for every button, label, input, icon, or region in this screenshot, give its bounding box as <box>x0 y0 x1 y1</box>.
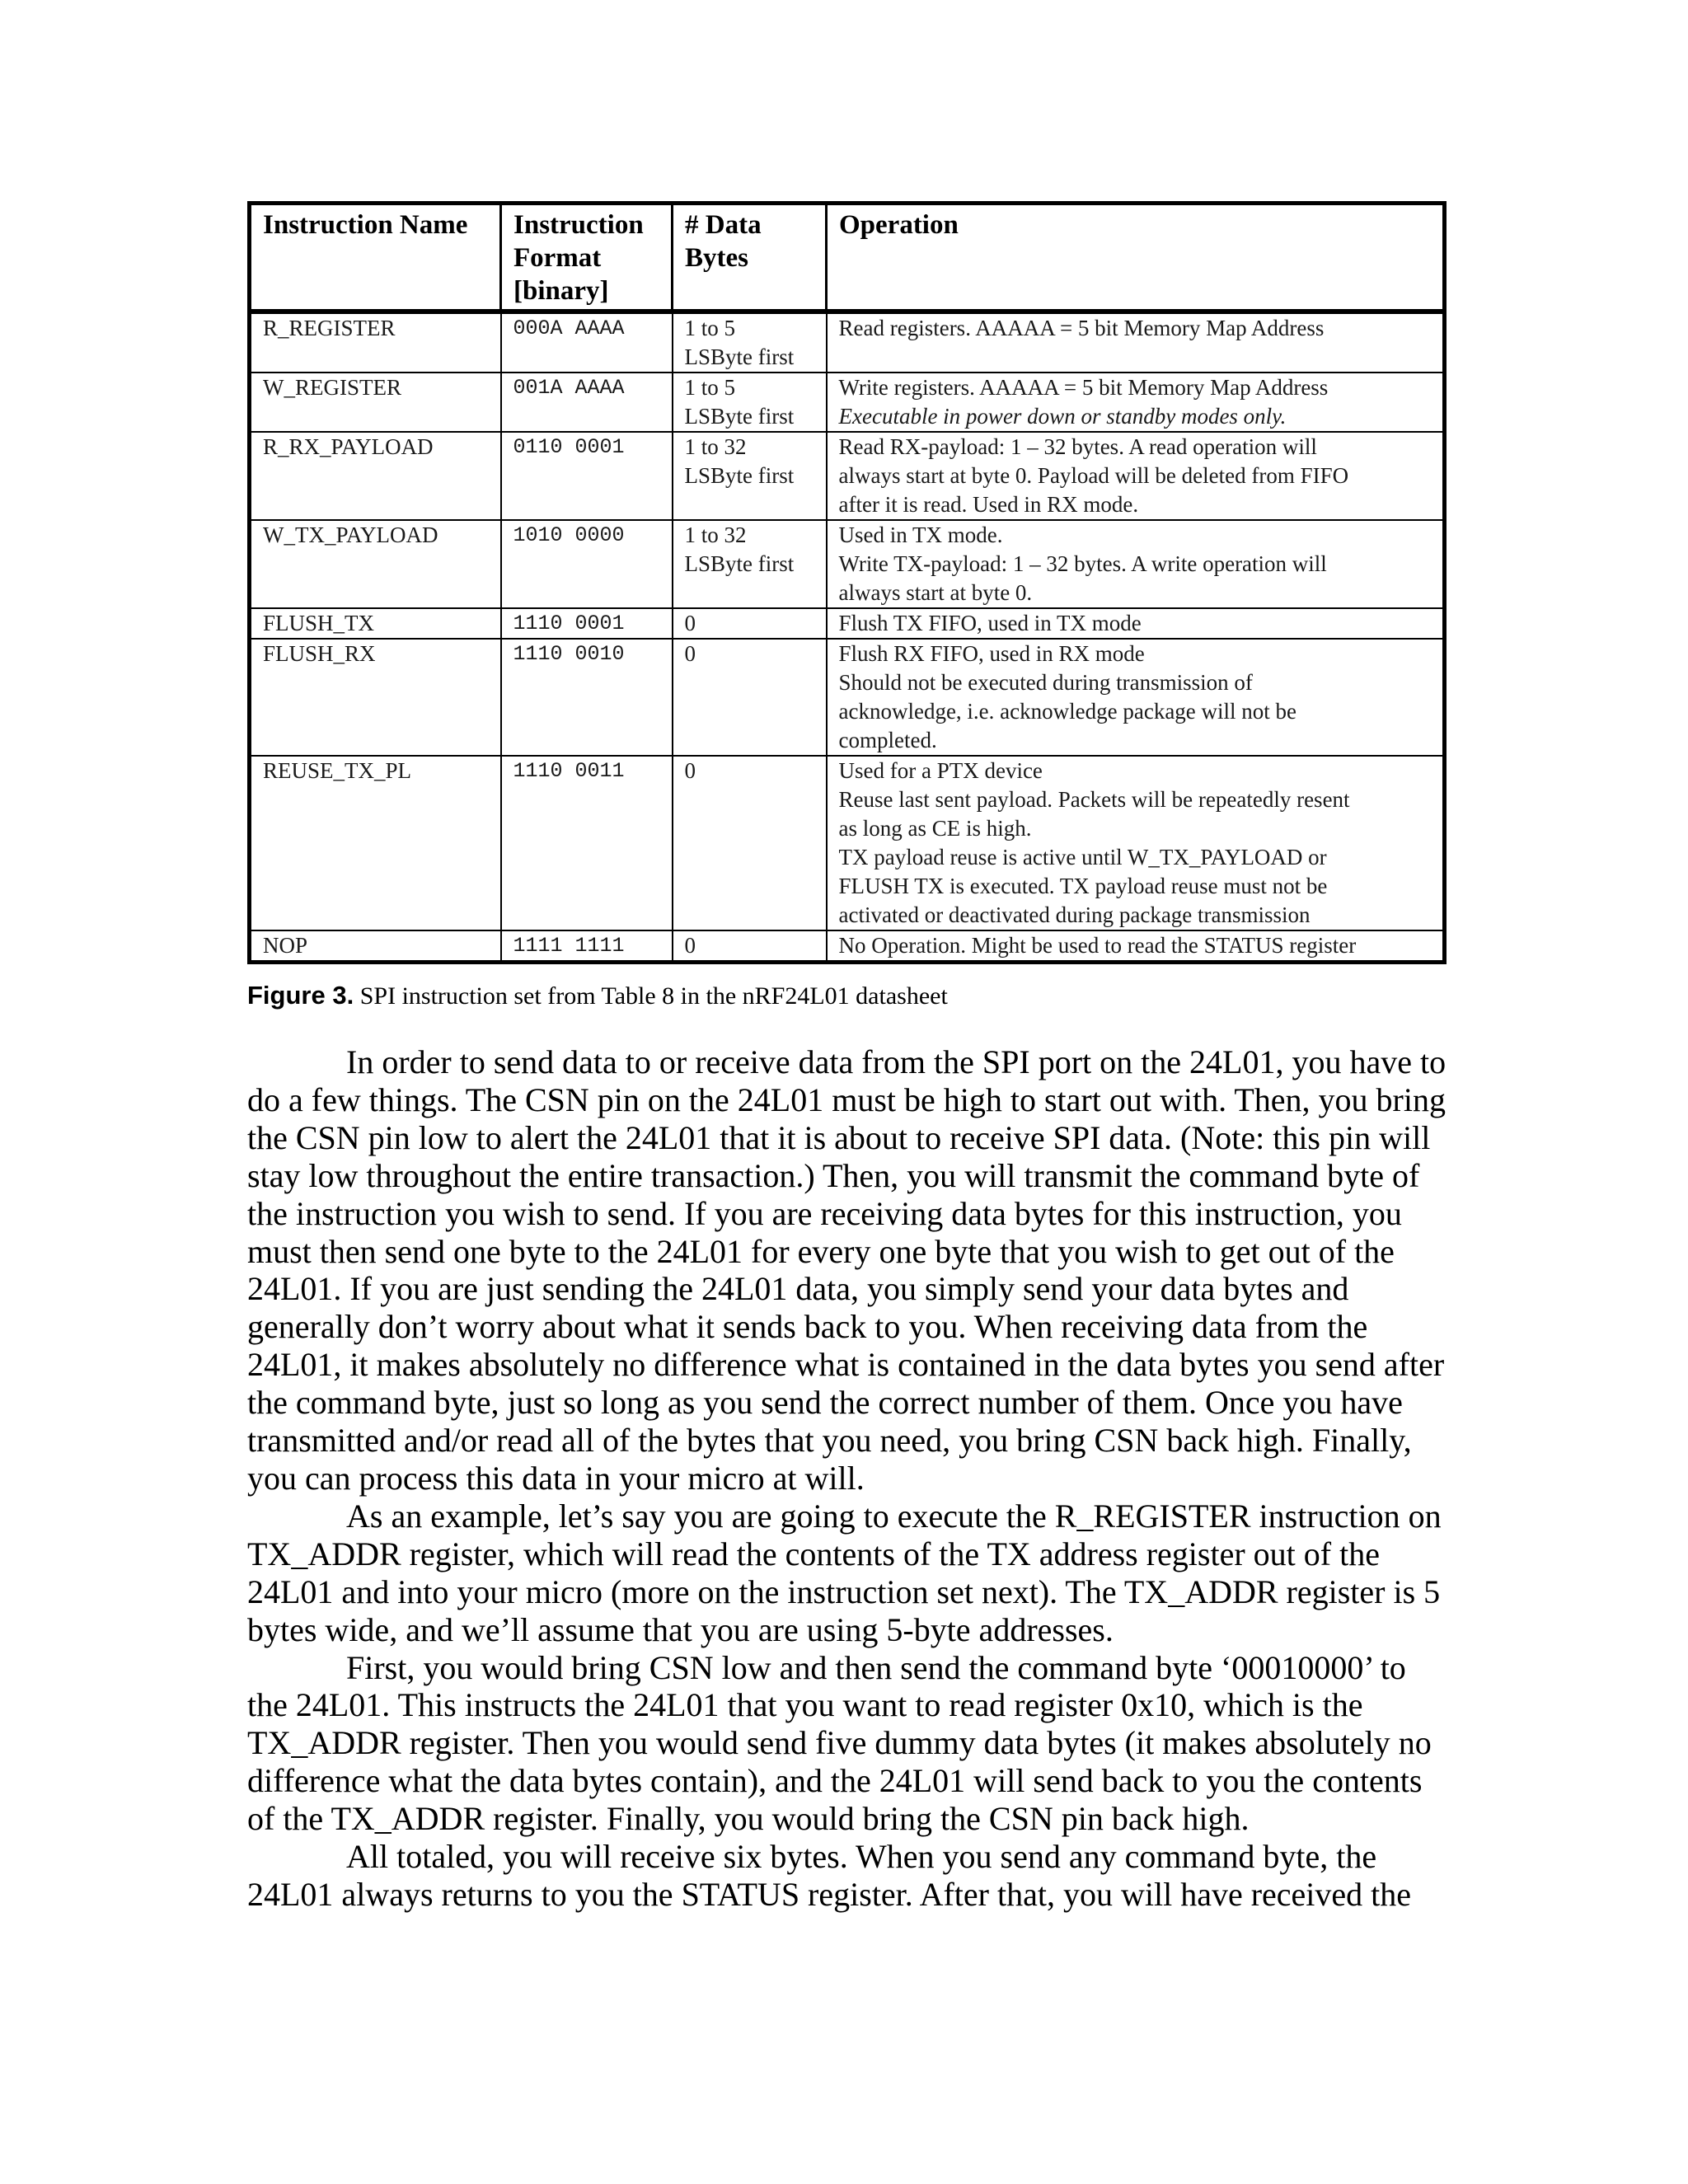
table-row <box>250 639 1445 756</box>
operation-cell <box>827 373 1445 432</box>
paragraph: First, you would bring CSN low and then send the command byte ‘00010000’ to the 24L01. This instructs the 24L01 that you want to read register 0x10, which is the TX_ADDR register. Then you would send five dummy data bytes (it makes absolutely no difference what the data bytes contain), and the 24L01 will send back to you the contents of the TX_ADDR register. Finally, you would bring the CSN pin back high. <box>247 1648 1432 1838</box>
operation-line: Flush TX FIFO, used in TX mode <box>838 611 1142 635</box>
table-row <box>250 373 1445 432</box>
data-bytes-line: 0 <box>684 641 696 666</box>
operation-line: Executable in power down or standby modes only. <box>838 404 1287 429</box>
operation-line: Reuse last sent payload. Packets will be repeatedly resent <box>838 787 1350 812</box>
table-body <box>250 312 1445 963</box>
data-bytes-cell <box>673 756 827 930</box>
data-bytes-cell <box>673 432 827 520</box>
operation-cell <box>827 930 1445 963</box>
paragraph: As an example, let’s say you are going to execute the R_REGISTER instruction on TX_ADDR register, which will read the contents of the TX address register out of the 24L01 and into your micro (more on the instruction set next). The TX_ADDR register is 5 bytes wide, and we’ll assume that you are using 5-byte addresses. <box>247 1497 1442 1648</box>
operation-line: acknowledge, i.e. acknowledge package will not be <box>838 699 1297 724</box>
figure-caption <box>247 981 948 1010</box>
table-row <box>250 930 1445 963</box>
operation-cell <box>827 520 1445 608</box>
operation-cell <box>827 756 1445 930</box>
data-bytes-line: 0 <box>684 758 696 783</box>
operation-line: activated or deactivated during package transmission <box>838 902 1311 927</box>
data-bytes-line: LSByte first <box>684 463 795 488</box>
paragraph: All totaled, you will receive six bytes. When you send any command byte, the 24L01 always returns to you the STATUS register. After that, you will have received the <box>247 1838 1412 1913</box>
instruction-name-cell: R_REGISTER <box>250 312 501 373</box>
cell-line: # Data <box>685 210 762 240</box>
table-header-row <box>250 204 1445 312</box>
instruction-name-cell: W_TX_PAYLOAD <box>250 520 501 608</box>
data-bytes-line: 1 to 5 <box>684 316 736 340</box>
data-bytes-cell <box>673 312 827 373</box>
data-bytes-line: 1 to 32 <box>684 523 747 547</box>
body-text <box>247 1043 1451 1914</box>
instruction-format-cell: 1110 0011 <box>501 756 673 930</box>
operation-line: FLUSH TX is executed. TX payload reuse must not be <box>838 874 1328 898</box>
operation-cell <box>827 432 1445 520</box>
operation-line: Read registers. AAAAA = 5 bit Memory Map Address <box>838 316 1325 340</box>
table-row <box>250 432 1445 520</box>
instruction-format-cell: 1110 0001 <box>501 608 673 639</box>
data-bytes-line: 1 to 5 <box>684 375 736 400</box>
cell-line: [binary] <box>513 276 609 306</box>
cell-line: Instruction <box>513 210 644 240</box>
operation-line: Read RX-payload: 1 – 32 bytes. A read operation will <box>838 434 1317 459</box>
data-bytes-cell <box>673 930 827 963</box>
header-instruction-name <box>250 204 501 312</box>
operation-line: No Operation. Might be used to read the STATUS register <box>838 933 1357 958</box>
operation-line: Flush RX FIFO, used in RX mode <box>838 641 1145 666</box>
figure-caption-text: SPI instruction set from Table 8 in the nRF24L01 datasheet <box>354 982 948 1010</box>
data-bytes-cell <box>673 608 827 639</box>
data-bytes-line: LSByte first <box>684 344 795 369</box>
data-bytes-line: LSByte first <box>684 551 795 576</box>
data-bytes-cell <box>673 639 827 756</box>
instruction-name-cell: NOP <box>250 930 501 963</box>
table-row <box>250 608 1445 639</box>
cell-line: Format <box>513 243 602 273</box>
operation-line: TX payload reuse is active until W_TX_PAYLOAD or <box>838 845 1327 869</box>
operation-line: always start at byte 0. <box>838 580 1033 605</box>
instruction-format-cell: 000A AAAA <box>501 312 673 373</box>
header-instruction-format <box>501 204 673 312</box>
operation-line: Used in TX mode. <box>838 523 1003 547</box>
cell-line: Operation <box>839 210 959 240</box>
table-row <box>250 312 1445 373</box>
cell-line: Bytes <box>685 243 748 273</box>
instruction-name-cell: FLUSH_RX <box>250 639 501 756</box>
instruction-name-cell: R_RX_PAYLOAD <box>250 432 501 520</box>
operation-line: as long as CE is high. <box>838 816 1032 841</box>
data-bytes-cell <box>673 373 827 432</box>
operation-line: Should not be executed during transmission of <box>838 670 1253 695</box>
instruction-name-cell: REUSE_TX_PL <box>250 756 501 930</box>
data-bytes-line: 0 <box>684 933 696 958</box>
instruction-format-cell: 0110 0001 <box>501 432 673 520</box>
data-bytes-line: 0 <box>684 611 696 635</box>
data-bytes-line: 1 to 32 <box>684 434 747 459</box>
instruction-name-cell: FLUSH_TX <box>250 608 501 639</box>
cell-line: Instruction Name <box>263 210 468 240</box>
instruction-format-cell: 1110 0010 <box>501 639 673 756</box>
operation-cell <box>827 312 1445 373</box>
spi-instruction-table-figure <box>247 201 1442 964</box>
operation-line: Write registers. AAAAA = 5 bit Memory Map Address <box>838 375 1329 400</box>
data-bytes-line: LSByte first <box>684 404 795 429</box>
operation-cell <box>827 608 1445 639</box>
operation-line: after it is read. Used in RX mode. <box>838 492 1139 517</box>
table-row <box>250 520 1445 608</box>
spi-instruction-table <box>247 201 1447 964</box>
paragraph: In order to send data to or receive data from the SPI port on the 24L01, you have to do a few things. The CSN pin on the 24L01 must be high to start out with. Then, you bring the CSN pin low to alert the 24L01 that it is about to receive SPI data. (Note: this pin will stay low throughout the entire transaction.) Then, you will transmit the command byte of the instruction you wish to send. If you are receiving data bytes for this instruction, you must then send one byte to the 24L01 for every one byte that you wish to get out of the 24L01. If you are just sending the 24L01 data, you simply send your data bytes and generally don’t worry about what it sends back to you. When receiving data from the 24L01, it makes absolutely no difference what is contained in the data bytes you send after the command byte, just so long as you send the correct number of them. Once you have transmitted and/or read all of the bytes that you need, you bring CSN back high. Finally, you can process this data in your micro at will. <box>247 1043 1447 1497</box>
instruction-format-cell: 1010 0000 <box>501 520 673 608</box>
figure-label: Figure 3. <box>247 981 354 1010</box>
instruction-format-cell: 1111 1111 <box>501 930 673 963</box>
operation-cell <box>827 639 1445 756</box>
header-data-bytes <box>673 204 827 312</box>
operation-line: Write TX-payload: 1 – 32 bytes. A write operation will <box>838 551 1327 576</box>
operation-line: Used for a PTX device <box>838 758 1043 783</box>
header-operation <box>827 204 1445 312</box>
instruction-format-cell: 001A AAAA <box>501 373 673 432</box>
operation-line: completed. <box>838 728 937 752</box>
operation-line: always start at byte 0. Payload will be deleted from FIFO <box>838 463 1349 488</box>
data-bytes-cell <box>673 520 827 608</box>
instruction-name-cell: W_REGISTER <box>250 373 501 432</box>
table-row <box>250 756 1445 930</box>
